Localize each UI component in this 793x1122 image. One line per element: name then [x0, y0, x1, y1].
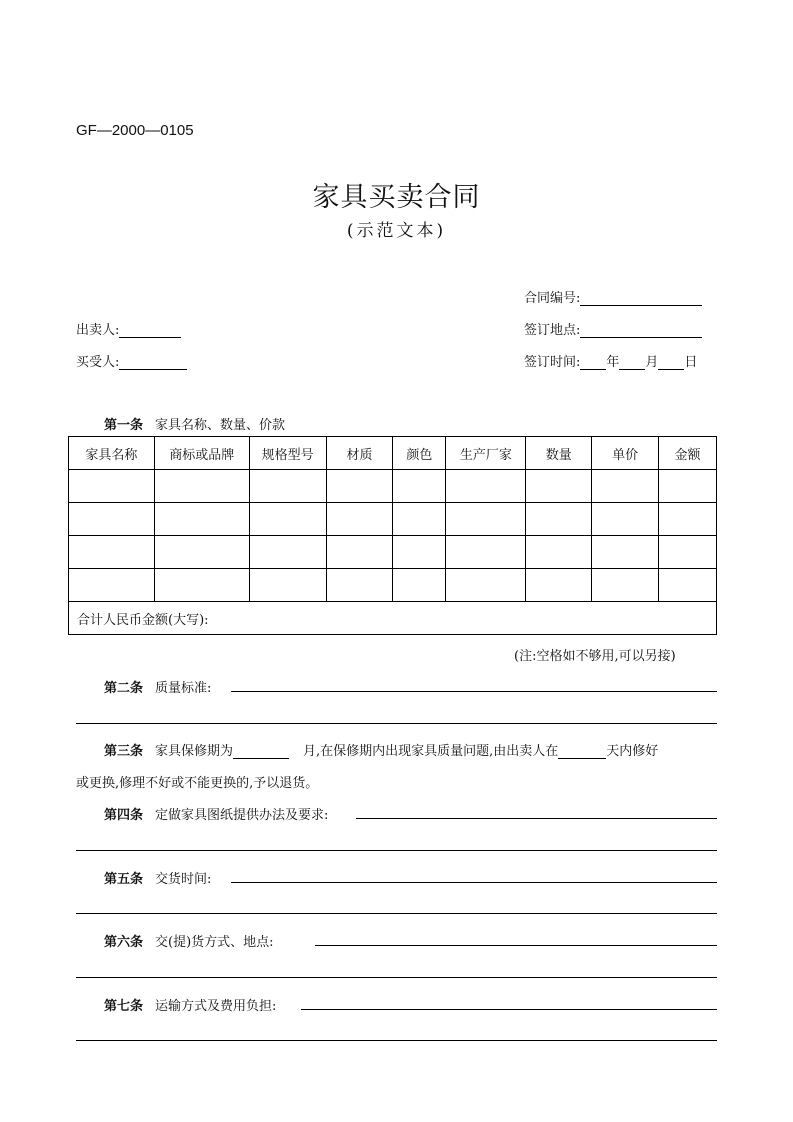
- article-4-text: 定做家具图纸提供办法及要求:: [155, 808, 329, 823]
- column-header: 数量: [526, 437, 592, 470]
- table-cell[interactable]: [154, 503, 249, 536]
- table-cell[interactable]: [526, 470, 592, 503]
- article-6-number: 第六条: [104, 935, 144, 950]
- table-cell[interactable]: [154, 470, 249, 503]
- column-header: 颜色: [393, 437, 446, 470]
- table-cell[interactable]: [526, 503, 592, 536]
- article-2-heading: [104, 677, 211, 696]
- table-cell[interactable]: [446, 503, 526, 536]
- buyer-label: 买受人:: [76, 355, 120, 370]
- warranty-months-blank[interactable]: [233, 744, 289, 759]
- table-cell[interactable]: [592, 536, 659, 569]
- table-cell[interactable]: [659, 503, 717, 536]
- article-7-heading: [104, 995, 276, 1014]
- column-header: 规格型号: [249, 437, 326, 470]
- article-3-number: 第三条: [104, 744, 144, 759]
- table-cell[interactable]: [249, 569, 326, 602]
- table-cell[interactable]: [446, 536, 526, 569]
- article-7-blank[interactable]: [301, 1009, 717, 1010]
- month-label: 月: [645, 355, 659, 370]
- sign-place-blank[interactable]: [580, 323, 702, 338]
- article-6-blank-line[interactable]: [76, 977, 717, 978]
- contract-number-field: [524, 287, 702, 306]
- day-blank[interactable]: [658, 355, 684, 370]
- article-7-number: 第七条: [104, 999, 144, 1014]
- article-6-blank[interactable]: [315, 945, 717, 946]
- column-header: 材质: [326, 437, 393, 470]
- table-cell[interactable]: [69, 536, 155, 569]
- article-1-heading: [104, 414, 285, 433]
- contract-number-label: 合同编号:: [524, 291, 581, 306]
- total-amount-cell[interactable]: [69, 602, 717, 635]
- table-total-row: [69, 602, 717, 635]
- column-header: 生产厂家: [446, 437, 526, 470]
- article-2-blank-line[interactable]: [76, 723, 717, 724]
- table-cell[interactable]: [326, 536, 393, 569]
- table-row: [69, 536, 717, 569]
- column-header: 商标或品牌: [154, 437, 249, 470]
- table-row: [69, 569, 717, 602]
- article-5-blank[interactable]: [231, 882, 717, 883]
- table-cell[interactable]: [659, 470, 717, 503]
- article-4-blank-line[interactable]: [76, 850, 717, 851]
- article-6-heading: [104, 931, 274, 950]
- table-cell[interactable]: [154, 536, 249, 569]
- article-3-text-2: 月,在保修期内出现家具质量问题,由出卖人在: [303, 744, 559, 759]
- table-cell[interactable]: [592, 569, 659, 602]
- table-cell[interactable]: [69, 470, 155, 503]
- table-cell[interactable]: [249, 503, 326, 536]
- table-cell[interactable]: [446, 569, 526, 602]
- article-4-heading: [104, 804, 328, 823]
- table-cell[interactable]: [154, 569, 249, 602]
- article-1-text: 家具名称、数量、价款: [155, 418, 286, 433]
- article-1-number: 第一条: [104, 418, 144, 433]
- seller-field: [76, 319, 181, 338]
- article-2-number: 第二条: [104, 681, 144, 696]
- sign-time-label: 签订时间:: [524, 355, 581, 370]
- article-5-text: 交货时间:: [155, 872, 212, 887]
- sign-place-label: 签订地点:: [524, 323, 581, 338]
- year-blank[interactable]: [580, 355, 606, 370]
- article-5-blank-line[interactable]: [76, 913, 717, 914]
- contract-number-blank[interactable]: [580, 291, 702, 306]
- table-cell[interactable]: [393, 569, 446, 602]
- article-4-blank[interactable]: [356, 818, 717, 819]
- table-cell[interactable]: [326, 503, 393, 536]
- table-cell[interactable]: [326, 569, 393, 602]
- article-5-heading: [104, 868, 211, 887]
- table-cell[interactable]: [249, 470, 326, 503]
- table-cell[interactable]: [526, 569, 592, 602]
- day-label: 日: [684, 355, 698, 370]
- article-3-text-3: 天内修好: [606, 744, 659, 759]
- column-header: 家具名称: [69, 437, 155, 470]
- table-cell[interactable]: [249, 536, 326, 569]
- table-cell[interactable]: [592, 470, 659, 503]
- year-label: 年: [606, 355, 620, 370]
- table-note: (注:空格如不够用,可以另接): [514, 649, 676, 664]
- article-6-text: 交(提)货方式、地点:: [155, 935, 274, 950]
- table-cell[interactable]: [393, 536, 446, 569]
- table-cell[interactable]: [69, 503, 155, 536]
- table-header-row: [69, 437, 717, 470]
- repair-days-blank[interactable]: [558, 744, 606, 759]
- buyer-blank[interactable]: [119, 355, 187, 370]
- document-code: GF—2000—0105: [76, 122, 194, 139]
- table-cell[interactable]: [526, 536, 592, 569]
- column-header: 单价: [592, 437, 659, 470]
- table-row: [69, 470, 717, 503]
- seller-label: 出卖人:: [76, 323, 120, 338]
- document-title: 家具买卖合同: [312, 182, 481, 213]
- table-cell[interactable]: [393, 503, 446, 536]
- article-5-number: 第五条: [104, 872, 144, 887]
- table-cell[interactable]: [69, 569, 155, 602]
- article-2-blank[interactable]: [231, 691, 717, 692]
- furniture-items-table: [68, 436, 717, 635]
- document-subtitle: (示范文本): [346, 221, 447, 241]
- article-4-number: 第四条: [104, 808, 144, 823]
- article-3-line-2: 或更换,修理不好或不能更换的,予以退货。: [76, 776, 319, 791]
- total-amount-label: 合计人民币金额(大写):: [77, 612, 209, 628]
- column-header: 金额: [659, 437, 717, 470]
- table-cell[interactable]: [326, 470, 393, 503]
- table-cell[interactable]: [659, 569, 717, 602]
- month-blank[interactable]: [619, 355, 645, 370]
- table-cell[interactable]: [393, 470, 446, 503]
- table-cell[interactable]: [446, 470, 526, 503]
- buyer-field: [76, 351, 187, 370]
- table-cell[interactable]: [592, 503, 659, 536]
- table-row: [69, 503, 717, 536]
- article-3-heading: [104, 740, 658, 759]
- article-7-blank-line[interactable]: [76, 1040, 717, 1041]
- article-2-text: 质量标准:: [155, 681, 212, 696]
- sign-place-field: [524, 319, 702, 338]
- article-7-text: 运输方式及费用负担:: [155, 999, 277, 1014]
- seller-blank[interactable]: [119, 323, 181, 338]
- article-3-text-1: 家具保修期为: [155, 744, 234, 759]
- table-cell[interactable]: [659, 536, 717, 569]
- sign-time-field: [524, 351, 697, 370]
